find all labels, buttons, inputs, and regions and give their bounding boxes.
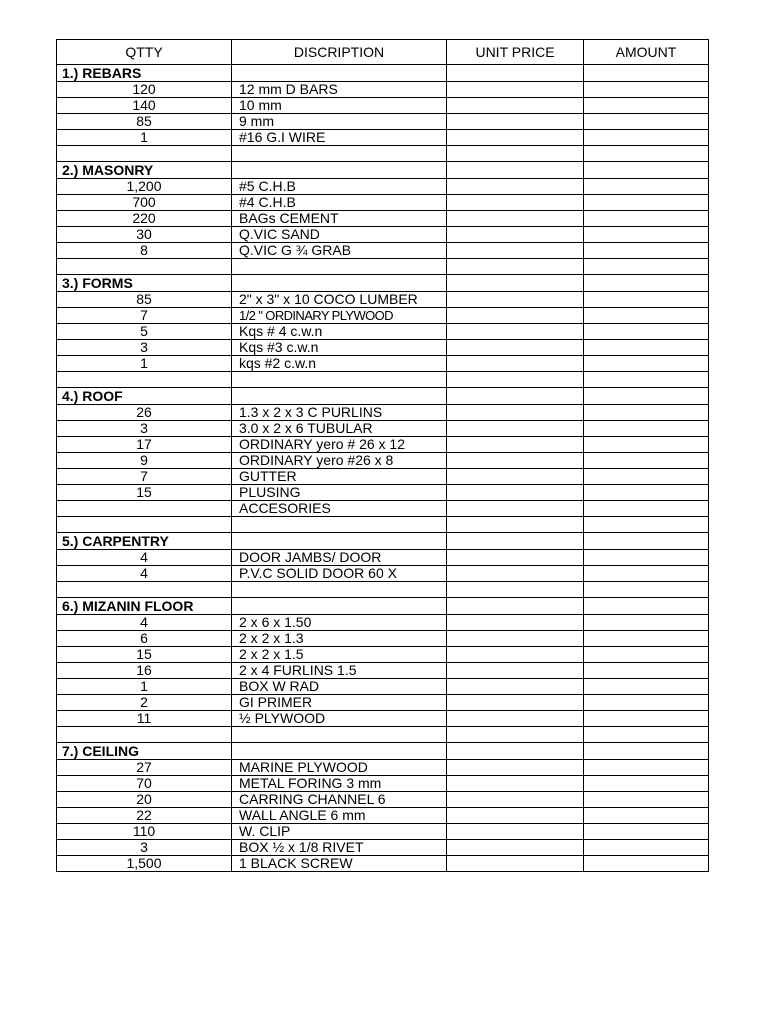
table-row: [57, 453, 709, 469]
table-row: [57, 824, 709, 840]
description-cell: GI PRIMER: [232, 695, 447, 711]
table-row: [57, 760, 709, 776]
qty-cell: 8: [57, 243, 232, 259]
description-cell: METAL FORING 3 mm: [232, 776, 447, 792]
empty-cell: [447, 582, 584, 598]
description-cell: #16 G.I WIRE: [232, 130, 447, 146]
description-cell: ACCESORIES: [232, 501, 447, 517]
empty-cell: [232, 259, 447, 275]
description-cell: Q.VIC G ¾ GRAB: [232, 243, 447, 259]
description-cell: 10 mm: [232, 98, 447, 114]
description-cell: 2 x 4 FURLINS 1.5: [232, 663, 447, 679]
table-row: [57, 179, 709, 195]
table-row: [57, 792, 709, 808]
qty-cell: 1: [57, 356, 232, 372]
amount-cell: [584, 566, 709, 582]
table-row: [57, 808, 709, 824]
qty-cell: 4: [57, 566, 232, 582]
table-row: [57, 631, 709, 647]
description-cell: [232, 743, 447, 760]
empty-cell: [57, 517, 232, 533]
empty-cell: [232, 582, 447, 598]
amount-cell: [584, 824, 709, 840]
description-cell: [232, 388, 447, 405]
unit-price-cell: [447, 598, 584, 615]
unit-price-cell: [447, 679, 584, 695]
description-cell: #5 C.H.B: [232, 179, 447, 195]
section-row: [57, 65, 709, 82]
unit-price-cell: [447, 453, 584, 469]
unit-price-cell: [447, 808, 584, 824]
unit-price-cell: [447, 663, 584, 679]
qty-cell: 70: [57, 776, 232, 792]
table-row: [57, 292, 709, 308]
qty-header: QTTY: [57, 40, 232, 65]
unit-price-cell: [447, 308, 584, 324]
unit-price-cell: [447, 437, 584, 453]
description-cell: PLUSING: [232, 485, 447, 501]
unit-price-cell: [447, 485, 584, 501]
amount-cell: [584, 82, 709, 98]
table-row: [57, 469, 709, 485]
unit-price-cell: [447, 566, 584, 582]
unit-price-cell: [447, 760, 584, 776]
table-row: [57, 98, 709, 114]
section-title: 5.) CARPENTRY: [57, 533, 232, 550]
table-row: [57, 501, 709, 517]
amount-cell: [584, 340, 709, 356]
unit-price-cell: [447, 243, 584, 259]
description-cell: 9 mm: [232, 114, 447, 130]
amount-cell: [584, 356, 709, 372]
empty-cell: [584, 259, 709, 275]
amount-cell: [584, 550, 709, 566]
amount-cell: [584, 243, 709, 259]
description-cell: CARRING CHANNEL 6: [232, 792, 447, 808]
description-cell: 1/2 " ORDINARY PLYWOOD: [232, 308, 447, 324]
unit-price-cell: [447, 405, 584, 421]
table-row: [57, 711, 709, 727]
table-row: [57, 647, 709, 663]
section-title: 6.) MIZANIN FLOOR: [57, 598, 232, 615]
unit-price-cell: [447, 98, 584, 114]
unit-price-cell: [447, 227, 584, 243]
table-row: [57, 405, 709, 421]
empty-cell: [447, 727, 584, 743]
empty-cell: [584, 146, 709, 162]
amount-header: AMOUNT: [584, 40, 709, 65]
spacer-row: [57, 582, 709, 598]
qty-cell: 7: [57, 308, 232, 324]
unit-price-cell: [447, 82, 584, 98]
empty-cell: [584, 372, 709, 388]
unit-price-cell: [447, 695, 584, 711]
table-row: [57, 195, 709, 211]
empty-cell: [57, 146, 232, 162]
qty-cell: 700: [57, 195, 232, 211]
description-cell: [232, 533, 447, 550]
table-row: [57, 82, 709, 98]
amount-cell: [584, 856, 709, 872]
unit-price-cell: [447, 340, 584, 356]
description-cell: [232, 65, 447, 82]
empty-cell: [232, 372, 447, 388]
amount-cell: [584, 647, 709, 663]
qty-cell: 140: [57, 98, 232, 114]
description-cell: Kqs #3 c.w.n: [232, 340, 447, 356]
amount-cell: [584, 179, 709, 195]
header-row: [57, 40, 709, 65]
qty-cell: 220: [57, 211, 232, 227]
amount-cell: [584, 65, 709, 82]
description-cell: 2" x 3" x 10 COCO LUMBER: [232, 292, 447, 308]
qty-cell: 4: [57, 550, 232, 566]
section-row: [57, 275, 709, 292]
unit-price-cell: [447, 114, 584, 130]
section-title: 3.) FORMS: [57, 275, 232, 292]
description-cell: ORDINARY yero #26 x 8: [232, 453, 447, 469]
empty-cell: [232, 146, 447, 162]
table-row: [57, 550, 709, 566]
amount-cell: [584, 130, 709, 146]
table-row: [57, 308, 709, 324]
amount-cell: [584, 421, 709, 437]
amount-cell: [584, 760, 709, 776]
description-cell: [232, 275, 447, 292]
unit-price-cell: [447, 324, 584, 340]
amount-cell: [584, 598, 709, 615]
description-cell: MARINE PLYWOOD: [232, 760, 447, 776]
unit-price-cell: [447, 743, 584, 760]
amount-cell: [584, 308, 709, 324]
qty-cell: 1: [57, 130, 232, 146]
spacer-row: [57, 372, 709, 388]
empty-cell: [232, 727, 447, 743]
amount-cell: [584, 679, 709, 695]
amount-cell: [584, 615, 709, 631]
unit-price-cell: [447, 211, 584, 227]
unit-price-cell: [447, 776, 584, 792]
qty-cell: 9: [57, 453, 232, 469]
table-row: [57, 615, 709, 631]
unit-price-cell: [447, 292, 584, 308]
unit-price-cell: [447, 792, 584, 808]
section-row: [57, 598, 709, 615]
section-row: [57, 162, 709, 179]
description-cell: W. CLIP: [232, 824, 447, 840]
empty-cell: [57, 727, 232, 743]
table-row: [57, 421, 709, 437]
section-title: 1.) REBARS: [57, 65, 232, 82]
qty-cell: 4: [57, 615, 232, 631]
qty-cell: 26: [57, 405, 232, 421]
description-cell: [232, 162, 447, 179]
qty-cell: 1,200: [57, 179, 232, 195]
amount-cell: [584, 501, 709, 517]
amount-cell: [584, 292, 709, 308]
description-cell: #4 C.H.B: [232, 195, 447, 211]
qty-cell: 3: [57, 340, 232, 356]
qty-cell: [57, 501, 232, 517]
spacer-row: [57, 259, 709, 275]
section-title: 4.) ROOF: [57, 388, 232, 405]
qty-cell: 1: [57, 679, 232, 695]
qty-cell: 11: [57, 711, 232, 727]
table-row: [57, 211, 709, 227]
unit-price-cell: [447, 162, 584, 179]
amount-cell: [584, 114, 709, 130]
qty-cell: 15: [57, 485, 232, 501]
qty-cell: 85: [57, 292, 232, 308]
description-cell: BAGs CEMENT: [232, 211, 447, 227]
qty-cell: 30: [57, 227, 232, 243]
unit-price-cell: [447, 824, 584, 840]
empty-cell: [584, 517, 709, 533]
description-cell: ORDINARY yero # 26 x 12: [232, 437, 447, 453]
unit-price-cell: [447, 856, 584, 872]
qty-cell: 2: [57, 695, 232, 711]
description-header: DISCRIPTION: [232, 40, 447, 65]
amount-cell: [584, 663, 709, 679]
unit-price-cell: [447, 130, 584, 146]
table-row: [57, 324, 709, 340]
section-row: [57, 388, 709, 405]
amount-cell: [584, 324, 709, 340]
qty-cell: 110: [57, 824, 232, 840]
unit-price-cell: [447, 533, 584, 550]
qty-cell: 120: [57, 82, 232, 98]
unit-price-cell: [447, 421, 584, 437]
qty-cell: 5: [57, 324, 232, 340]
qty-cell: 15: [57, 647, 232, 663]
amount-cell: [584, 98, 709, 114]
unit-price-cell: [447, 275, 584, 292]
spacer-row: [57, 146, 709, 162]
table-row: [57, 695, 709, 711]
empty-cell: [584, 727, 709, 743]
description-cell: 1 BLACK SCREW: [232, 856, 447, 872]
description-cell: 2 x 6 x 1.50: [232, 615, 447, 631]
table-row: [57, 437, 709, 453]
description-cell: [232, 598, 447, 615]
amount-cell: [584, 743, 709, 760]
empty-cell: [447, 259, 584, 275]
amount-cell: [584, 711, 709, 727]
table-row: [57, 130, 709, 146]
description-cell: Q.VIC SAND: [232, 227, 447, 243]
table-row: [57, 114, 709, 130]
amount-cell: [584, 631, 709, 647]
table-row: [57, 856, 709, 872]
table-body: [57, 65, 709, 872]
unit-price-cell: [447, 501, 584, 517]
amount-cell: [584, 533, 709, 550]
qty-cell: 7: [57, 469, 232, 485]
unit-price-cell: [447, 550, 584, 566]
amount-cell: [584, 275, 709, 292]
qty-cell: 6: [57, 631, 232, 647]
amount-cell: [584, 792, 709, 808]
unit-price-cell: [447, 65, 584, 82]
description-cell: 2 x 2 x 1.5: [232, 647, 447, 663]
description-cell: Kqs # 4 c.w.n: [232, 324, 447, 340]
section-title: 2.) MASONRY: [57, 162, 232, 179]
qty-cell: 16: [57, 663, 232, 679]
unit-price-cell: [447, 711, 584, 727]
empty-cell: [57, 259, 232, 275]
description-cell: 3.0 x 2 x 6 TUBULAR: [232, 421, 447, 437]
amount-cell: [584, 808, 709, 824]
materials-table: [56, 39, 709, 872]
qty-cell: 85: [57, 114, 232, 130]
description-cell: WALL ANGLE 6 mm: [232, 808, 447, 824]
amount-cell: [584, 227, 709, 243]
unit-price-cell: [447, 388, 584, 405]
unit-price-cell: [447, 469, 584, 485]
unit-price-cell: [447, 840, 584, 856]
description-cell: GUTTER: [232, 469, 447, 485]
amount-cell: [584, 840, 709, 856]
section-row: [57, 743, 709, 760]
empty-cell: [447, 372, 584, 388]
table-row: [57, 340, 709, 356]
empty-cell: [447, 146, 584, 162]
amount-cell: [584, 485, 709, 501]
spacer-row: [57, 727, 709, 743]
amount-cell: [584, 405, 709, 421]
amount-cell: [584, 162, 709, 179]
description-cell: DOOR JAMBS/ DOOR: [232, 550, 447, 566]
empty-cell: [57, 372, 232, 388]
table-row: [57, 485, 709, 501]
description-cell: BOX ½ x 1/8 RIVET: [232, 840, 447, 856]
section-row: [57, 533, 709, 550]
description-cell: 12 mm D BARS: [232, 82, 447, 98]
table-row: [57, 679, 709, 695]
table-row: [57, 243, 709, 259]
description-cell: P.V.C SOLID DOOR 60 X: [232, 566, 447, 582]
description-cell: kqs #2 c.w.n: [232, 356, 447, 372]
empty-cell: [447, 517, 584, 533]
description-cell: 2 x 2 x 1.3: [232, 631, 447, 647]
spacer-row: [57, 517, 709, 533]
table-row: [57, 840, 709, 856]
qty-cell: 3: [57, 840, 232, 856]
qty-cell: 17: [57, 437, 232, 453]
qty-cell: 20: [57, 792, 232, 808]
description-cell: ½ PLYWOOD: [232, 711, 447, 727]
section-title: 7.) CEILING: [57, 743, 232, 760]
amount-cell: [584, 211, 709, 227]
unit-price-cell: [447, 195, 584, 211]
description-cell: BOX W RAD: [232, 679, 447, 695]
qty-cell: 1,500: [57, 856, 232, 872]
qty-cell: 27: [57, 760, 232, 776]
amount-cell: [584, 469, 709, 485]
table-row: [57, 227, 709, 243]
empty-cell: [57, 582, 232, 598]
unit-price-header: UNIT PRICE: [447, 40, 584, 65]
description-cell: 1.3 x 2 x 3 C PURLINS: [232, 405, 447, 421]
table-row: [57, 663, 709, 679]
unit-price-cell: [447, 631, 584, 647]
amount-cell: [584, 776, 709, 792]
empty-cell: [584, 582, 709, 598]
unit-price-cell: [447, 179, 584, 195]
table-row: [57, 356, 709, 372]
amount-cell: [584, 437, 709, 453]
unit-price-cell: [447, 615, 584, 631]
table-row: [57, 566, 709, 582]
qty-cell: 22: [57, 808, 232, 824]
unit-price-cell: [447, 647, 584, 663]
amount-cell: [584, 695, 709, 711]
empty-cell: [232, 517, 447, 533]
qty-cell: 3: [57, 421, 232, 437]
table-row: [57, 776, 709, 792]
amount-cell: [584, 195, 709, 211]
unit-price-cell: [447, 356, 584, 372]
amount-cell: [584, 388, 709, 405]
amount-cell: [584, 453, 709, 469]
